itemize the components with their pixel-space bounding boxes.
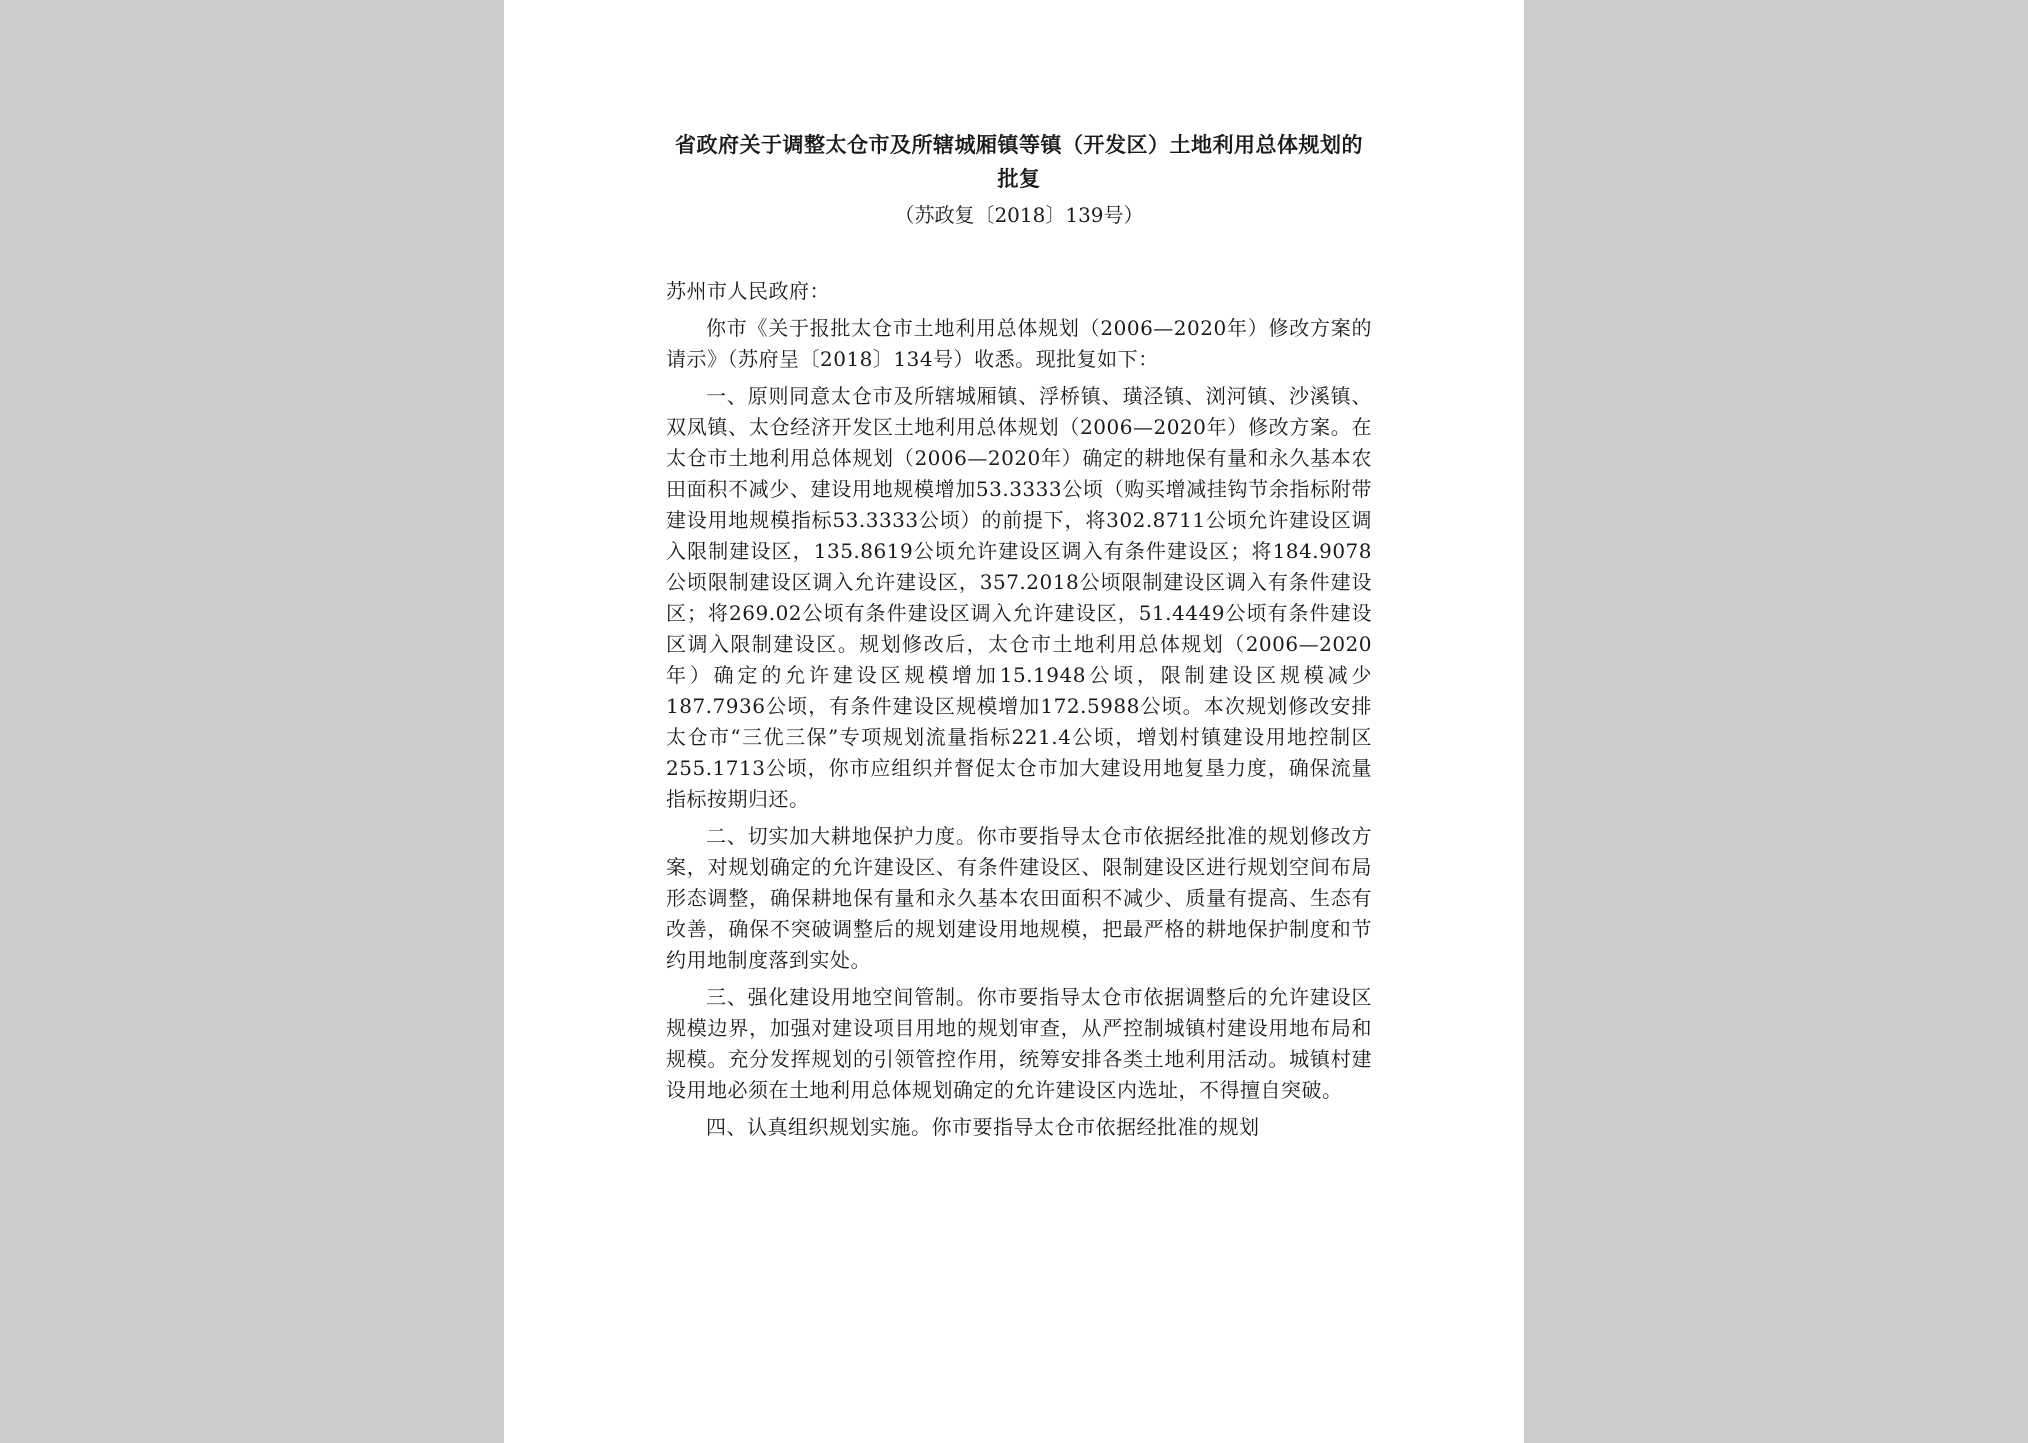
paragraph-intro: 你市《关于报批太仓市土地利用总体规划（2006—2020年）修改方案的请示》（苏府呈〔2018〕134号）收悉。现批复如下： [666,316,1372,371]
paragraph-item-3: 三、强化建设用地空间管制。你市要指导太仓市依据调整后的允许建设区规模边界，加强对建设项目用地的规划审查，从严控制城镇村建设用地布局和规模。充分发挥规划的引领管控作用，统筹安排各类土地利用活动。城镇村建设用地必须在土地利用总体规划确定的允许建设区内选址，不得擅自突破。 [666,985,1372,1102]
document-title: 省政府关于调整太仓市及所辖城厢镇等镇（开发区）土地利用总体规划的批复 [675,133,1363,191]
document-page [504,0,1524,1443]
paragraph-item-2: 二、切实加大耕地保护力度。你市要指导太仓市依据经批准的规划修改方案，对规划确定的允许建设区、有条件建设区、限制建设区进行规划空间布局形态调整，确保耕地保有量和永久基本农田面积不减少、质量有提高、生态有改善，确保不突破调整后的规划建设用地规模，把最严格的耕地保护制度和节约用地制度落到实处。 [666,824,1372,972]
document-content [666,128,1372,1143]
paragraph-item-1: 一、原则同意太仓市及所辖城厢镇、浮桥镇、璜泾镇、浏河镇、沙溪镇、双凤镇、太仓经济开发区土地利用总体规划（2006—2020年）修改方案。在太仓市土地利用总体规划（2006—2020年）确定的耕地保有量和永久基本农田面积不减少、建设用地规模增加53.3333公顷（购买增减挂钩节余指标附带建设用地规模指标53.3333公顷）的前提下，将302.8711公顷允许建设区调入限制建设区，135.8619公顷允许建设区调入有条件建设区；将184.9078公顷限制建设区调入允许建设区，357.2018公顷限制建设区调入有条件建设区；将269.02公顷有条件建设区调入允许建设区，51.4449公顷有条件建设区调入限制建设区。规划修改后，太仓市土地利用总体规划（2006—2020年）确定的允许建设区规模增加15.1948公顷，限制建设区规模减少187.7936公顷，有条件建设区规模增加172.5988公顷。本次规划修改安排太仓市“三优三保”专项规划流量指标221.4公顷，增划村镇建设用地控制区255.1713公顷，你市应组织并督促太仓市加大建设用地复垦力度，确保流量指标按期归还。 [666,384,1372,811]
salutation: 苏州市人民政府： [666,279,830,303]
document-number: （苏政复〔2018〕139号） [894,203,1144,227]
paragraph-item-4: 四、认真组织规划实施。你市要指导太仓市依据经批准的规划 [706,1115,1260,1139]
